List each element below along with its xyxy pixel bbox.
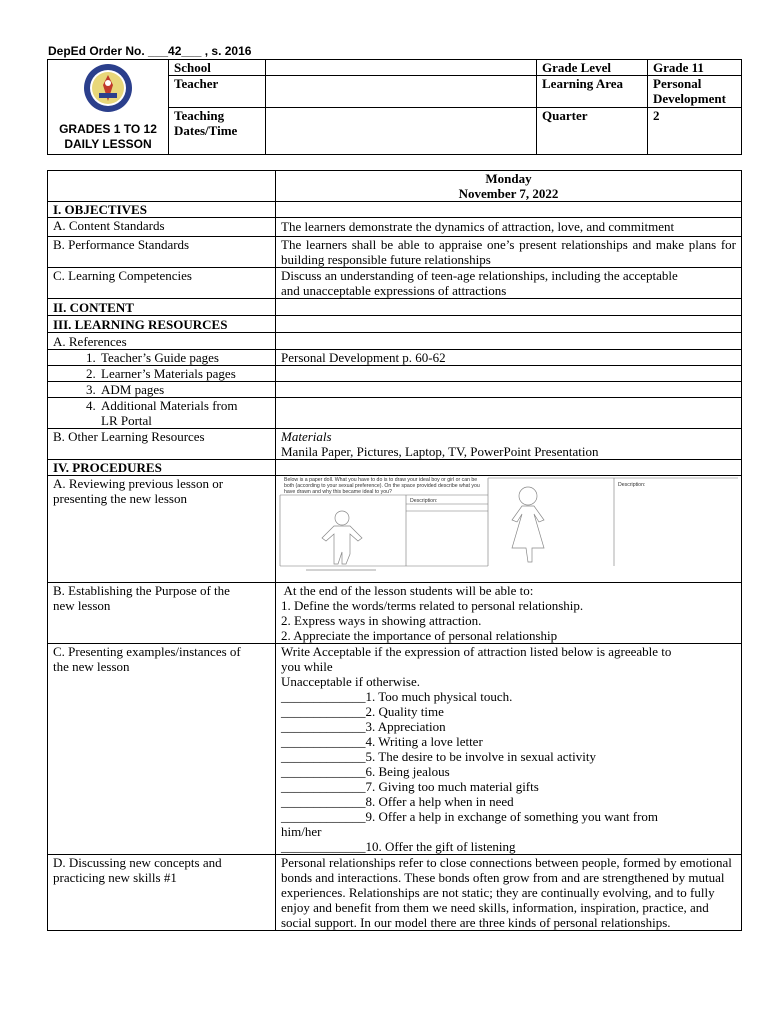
review-label (48, 476, 276, 583)
date-label: November 7, 2022 (458, 186, 559, 201)
expression-item: _____________5. The desire to be involve in sexual activity (281, 749, 596, 764)
expression-item: _____________3. Appreciation (281, 719, 446, 734)
day-label: Monday (485, 171, 532, 186)
day-date-cell (276, 171, 742, 202)
ref-teachers-guide (48, 350, 276, 366)
learning-area-line-2: Development (653, 91, 726, 107)
content-standards-value: The learners demonstrate the dynamics of attraction, love, and commitment (276, 218, 742, 237)
school-field[interactable] (266, 60, 537, 76)
discussing-label-line-1: D. Discussing new concepts and (53, 855, 222, 870)
ref-learners-materials-value (276, 366, 742, 382)
grade-level-label: Grade Level (537, 60, 648, 76)
references-label: A. References (48, 333, 276, 350)
competencies-line-2: and unacceptable expressions of attractions (281, 283, 507, 298)
purpose-label (48, 583, 276, 644)
materials-list: Manila Paper, Pictures, Laptop, TV, PowerPoint Presentation (281, 444, 599, 459)
purpose-value (276, 583, 742, 644)
school-label: School (169, 60, 266, 76)
ref-4-line-1: 4. Additional Materials from (101, 398, 238, 413)
ref-additional-materials-value (276, 398, 742, 429)
teaching-label-line-2: Dates/Time (174, 123, 238, 139)
purpose-intro: At the end of the lesson students will be able to: (281, 583, 534, 598)
ref-1-label: 1. Teacher’s Guide pages (99, 350, 270, 365)
deped-order-number: DepEd Order No. ___42___ , s. 2016 (48, 44, 252, 58)
logo-cell (48, 60, 169, 155)
doll-instruction-line-3: have drawn and why this became ideal to you? (284, 489, 392, 495)
examples-label-line-2: the new lesson (53, 659, 130, 674)
examples-intro-line-2: you while (281, 659, 333, 674)
resources-heading: III. LEARNING RESOURCES (48, 316, 276, 333)
doll-description-label-2: Description: (618, 482, 646, 488)
girl-doll-icon (512, 487, 544, 562)
learning-area-line-1: Personal (653, 76, 702, 92)
grades-line-1: GRADES 1 TO 12 (59, 122, 157, 136)
ref-3-label: 3. ADM pages (99, 382, 270, 397)
references-blank (276, 333, 742, 350)
materials-title: Materials (281, 429, 332, 444)
purpose-item-2: 2. Express ways in showing attraction. (281, 613, 482, 628)
learning-area-value (648, 76, 742, 108)
ref-4-label (99, 398, 270, 428)
examples-intro-line-3: Unacceptable if otherwise. (281, 674, 420, 689)
competencies-line-1: Discuss an understanding of teen-age relationships, including the acceptable (281, 268, 678, 283)
examples-label (48, 644, 276, 855)
procedures-heading: IV. PROCEDURES (48, 460, 276, 476)
expression-item: _____________1. Too much physical touch. (281, 689, 513, 704)
purpose-label-line-1: B. Establishing the Purpose of the (53, 583, 230, 598)
expression-item: _____________9. Offer a help in exchange of something you want from (281, 809, 659, 824)
examples-label-line-1: C. Presenting examples/instances of (53, 644, 241, 659)
resources-blank (276, 316, 742, 333)
other-resources-label: B. Other Learning Resources (48, 429, 276, 460)
expression-item-continued: him/her (281, 824, 322, 839)
teacher-label: Teacher (169, 76, 266, 108)
grade-level-value: Grade 11 (648, 60, 742, 76)
ref-additional-materials (48, 398, 276, 429)
ref-teachers-guide-value: Personal Development p. 60-62 (276, 350, 742, 366)
ref-adm-pages-value (276, 382, 742, 398)
doll-instruction-line-2: both (according to your sexual preference). On the space provided describe what you (284, 483, 480, 489)
lesson-plan-table (47, 170, 742, 931)
expression-item: _____________8. Offer a help when in need (281, 794, 514, 809)
header-table (47, 59, 742, 155)
expression-item: _____________7. Giving too much material gifts (281, 779, 539, 794)
purpose-label-line-2: new lesson (53, 598, 111, 613)
grades-line-2: DAILY LESSON (64, 137, 152, 151)
expression-item: _____________4. Writing a love letter (281, 734, 483, 749)
ref-2-label: 2. Learner’s Materials pages (99, 366, 270, 381)
review-label-line-1: A. Reviewing previous lesson or (53, 476, 224, 491)
content-standards-label: A. Content Standards (48, 218, 276, 237)
ref-learners-materials (48, 366, 276, 382)
paper-doll-activity-image (276, 476, 742, 583)
discussing-label-line-2: practicing new skills #1 (53, 870, 177, 885)
competencies-label: C. Learning Competencies (48, 268, 276, 299)
objectives-heading: I. OBJECTIVES (48, 202, 276, 218)
examples-value (276, 644, 742, 855)
purpose-item-3: 2. Appreciate the importance of personal relationship (281, 628, 558, 643)
expression-item: _____________10. Offer the gift of listening (281, 839, 516, 854)
ref-adm-pages (48, 382, 276, 398)
quarter-label: Quarter (537, 108, 648, 155)
expression-item: _____________6. Being jealous (281, 764, 450, 779)
deped-seal-icon (83, 63, 133, 113)
review-label-line-2: presenting the new lesson (53, 491, 187, 506)
content-heading: II. CONTENT (48, 299, 276, 316)
performance-standards-value: The learners shall be able to appraise one’s present relationships and make plans for building responsible future relationships (276, 237, 742, 268)
paper-doll-worksheet (276, 476, 741, 582)
expression-item: _____________2. Quality time (281, 704, 444, 719)
grades-label (48, 122, 168, 152)
other-resources-value (276, 429, 742, 460)
content-blank (276, 299, 742, 316)
doll-description-label-1: Description: (410, 498, 438, 504)
quarter-value: 2 (648, 108, 742, 155)
teacher-field[interactable] (266, 76, 537, 108)
teaching-dates-label (169, 108, 266, 155)
doll-instruction-line-1: Below is a paper doll. What you have to do is to draw your ideal boy or girl or can be (284, 477, 478, 483)
performance-standards-label: B. Performance Standards (48, 237, 276, 268)
learning-area-label: Learning Area (537, 76, 648, 108)
competencies-value (276, 268, 742, 299)
teaching-dates-field[interactable] (266, 108, 537, 155)
blank-corner-cell (48, 171, 276, 202)
discussing-label (48, 855, 276, 931)
procedures-blank (276, 460, 742, 476)
objectives-blank (276, 202, 742, 218)
purpose-item-1: 1. Define the words/terms related to personal relationship. (281, 598, 584, 613)
teaching-label-line-1: Teaching (174, 108, 225, 124)
discussing-value: Personal relationships refer to close connections between people, formed by emotional bonds and interactions. These bonds often grow from and are strengthened by mutual experiences. Relationships are not static; they are continually evolving, and to fully enjoy and benefit from them we need skills, information, inspiration, practice, and social support. In our model there are three kinds of personal relationships. (276, 855, 742, 931)
ref-4-line-2: LR Portal (101, 413, 152, 428)
examples-intro-line-1: Write Acceptable if the expression of attraction listed below is agreeable to (281, 644, 672, 659)
boy-doll-icon (306, 511, 376, 570)
